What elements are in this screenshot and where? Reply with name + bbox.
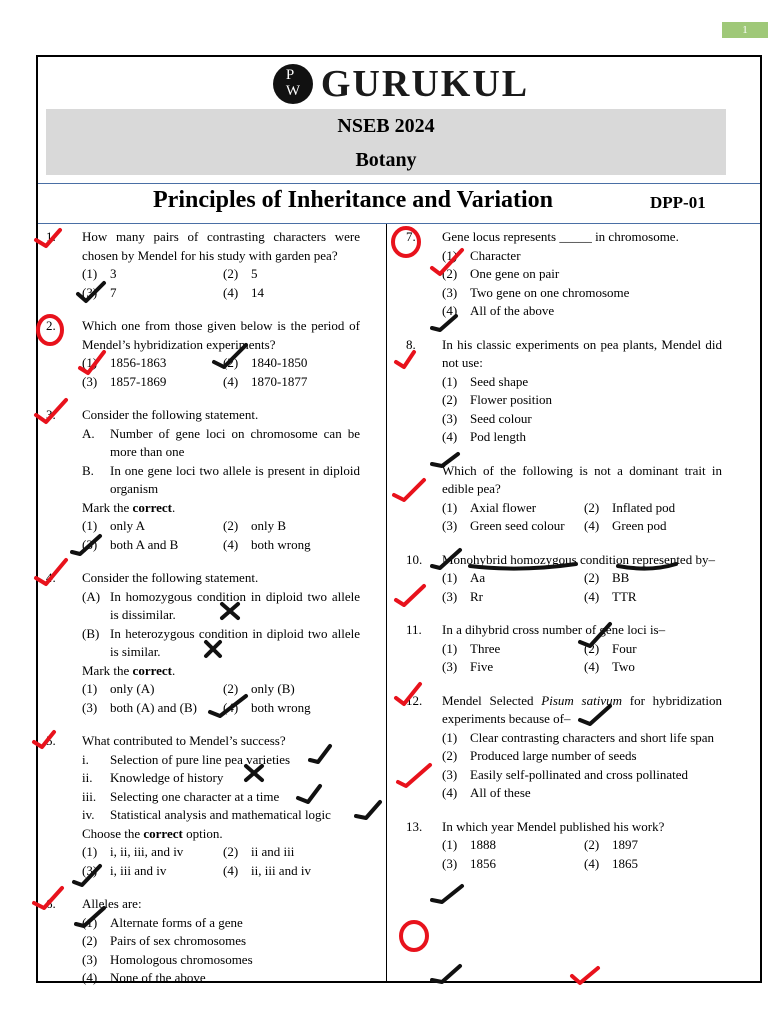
- option-number: (3): [82, 373, 98, 389]
- option-text: Aa: [470, 570, 486, 585]
- options-list: [82, 265, 360, 302]
- option-number: (2): [223, 355, 239, 370]
- answer-option[interactable]: [442, 640, 580, 659]
- option-number: (2): [584, 640, 600, 656]
- answer-option[interactable]: [584, 569, 722, 588]
- question-text: Gene locus represents _____ in chromosome.: [442, 229, 679, 244]
- option-number: (3): [442, 410, 458, 426]
- option-text: 1897: [612, 837, 638, 852]
- statement-label: iii.: [82, 788, 97, 804]
- option-number: (2): [442, 392, 458, 407]
- answer-option[interactable]: [442, 247, 722, 266]
- option-text: Axial flower: [470, 499, 537, 515]
- question-text: In which year Mendel published his work?: [442, 818, 665, 834]
- answer-option[interactable]: [442, 499, 580, 518]
- answer-option[interactable]: [82, 284, 219, 303]
- option-text: Two: [612, 659, 635, 674]
- answer-option[interactable]: [223, 536, 360, 555]
- option-text: Two gene on one chromosome: [470, 284, 630, 300]
- answer-option[interactable]: [82, 536, 219, 555]
- options-list: [82, 354, 360, 391]
- options-list: [82, 517, 360, 554]
- question-text: Monohybrid homozygous condition represented by–: [442, 551, 715, 567]
- option-number: (2): [223, 681, 239, 696]
- option-number: (1): [442, 729, 458, 745]
- option-number: (4): [223, 536, 239, 552]
- option-text: only A: [110, 518, 146, 533]
- option-number: (4): [223, 373, 239, 389]
- option-text: ii, iii and iv: [251, 862, 311, 878]
- answer-option[interactable]: [442, 569, 580, 588]
- statement-label: (A): [82, 588, 101, 604]
- option-number: (2): [442, 748, 458, 763]
- option-number: (1): [442, 499, 458, 515]
- option-text: 1857-1869: [110, 373, 167, 389]
- option-text: only B: [251, 518, 287, 533]
- instruction-keyword: correct: [132, 662, 172, 678]
- option-number: (4): [223, 862, 239, 878]
- option-number: (1): [442, 640, 458, 656]
- option-number: (1): [442, 837, 458, 852]
- options-list: [442, 836, 722, 873]
- answer-option[interactable]: [442, 747, 722, 766]
- answer-option[interactable]: [442, 265, 722, 284]
- instruction-text: Mark the: [82, 662, 133, 678]
- question-text: Consider the following statement.: [82, 570, 259, 585]
- answer-option[interactable]: [442, 588, 580, 607]
- answer-option[interactable]: [442, 729, 722, 748]
- options-list: [442, 499, 722, 536]
- options-list: [82, 843, 360, 880]
- options-list: [442, 729, 722, 803]
- answer-option[interactable]: [442, 855, 580, 874]
- statement-label: (B): [82, 625, 100, 641]
- question-text: Alleles are:: [82, 896, 142, 911]
- divider-rule: [38, 223, 760, 224]
- option-number: (3): [442, 855, 458, 871]
- options-list: [442, 373, 722, 447]
- question-number: 5.: [46, 733, 56, 748]
- answer-option[interactable]: [584, 658, 722, 677]
- question-text: Consider the following statement.: [82, 407, 259, 422]
- option-number: (1): [82, 844, 98, 859]
- option-number: (3): [82, 951, 98, 967]
- option-number: (3): [442, 659, 458, 674]
- answer-option[interactable]: [442, 391, 722, 410]
- option-text: BB: [612, 570, 630, 585]
- option-text: Pairs of sex chromosomes: [110, 933, 247, 948]
- answer-option[interactable]: [223, 354, 360, 373]
- option-text: only (A): [110, 681, 155, 696]
- question-text: Which one from those given below is the period of Mendel’s hybridization experiments?: [82, 318, 360, 352]
- answer-option[interactable]: [82, 843, 219, 862]
- statement-item: [82, 625, 360, 662]
- question-text: In his classic experiments on pea plants, Mendel did not use:: [442, 336, 722, 370]
- question-text: In a dihybrid cross number of gene loci is–: [442, 622, 666, 637]
- page-number: 1: [722, 22, 768, 38]
- logo-letter-p: P: [285, 67, 295, 83]
- question-number: 6.: [46, 896, 56, 911]
- option-number: (3): [442, 766, 458, 782]
- option-text: One gene on pair: [470, 266, 560, 281]
- option-text: Green seed colour: [470, 518, 565, 533]
- statement-item: [82, 462, 360, 499]
- question-item: [46, 228, 360, 302]
- subject-name: Botany: [355, 149, 417, 171]
- instruction-keyword: correct: [143, 825, 183, 841]
- option-number: (3): [82, 284, 98, 300]
- statement-label: ii.: [82, 770, 93, 785]
- option-number: (1): [442, 373, 458, 389]
- answer-option[interactable]: [82, 969, 360, 988]
- option-number: (1): [82, 518, 98, 533]
- answer-option[interactable]: [223, 699, 360, 718]
- question-number: 10.: [406, 551, 423, 567]
- option-number: (1): [442, 570, 458, 585]
- option-number: (4): [223, 699, 239, 715]
- option-number: (4): [584, 518, 600, 533]
- statement-label: A.: [82, 425, 95, 441]
- statement-text: Number of gene loci on chromosome can be more than one: [110, 425, 360, 459]
- option-text: 1840-1850: [251, 355, 308, 370]
- logo-letter-w: W: [285, 83, 301, 99]
- answer-option[interactable]: [82, 373, 219, 392]
- option-number: (3): [82, 536, 98, 552]
- option-number: (3): [82, 862, 98, 878]
- instruction-text: option.: [182, 825, 223, 841]
- answer-option[interactable]: [584, 588, 722, 607]
- statement-label: B.: [82, 462, 94, 478]
- options-list: [442, 247, 722, 321]
- answer-option[interactable]: [82, 862, 219, 881]
- species-name: Pisum sativum: [541, 692, 622, 708]
- question-item: [406, 818, 722, 874]
- option-text: TTR: [612, 588, 637, 604]
- statement-label: i.: [82, 751, 89, 767]
- option-text: Three: [470, 640, 501, 656]
- option-number: (2): [584, 570, 600, 585]
- question-number: 7.: [406, 229, 416, 244]
- question-item: [46, 317, 360, 391]
- answer-option[interactable]: [82, 354, 219, 373]
- question-number: 1.: [46, 229, 56, 244]
- option-number: (1): [82, 914, 98, 930]
- option-text: Inflated pod: [612, 499, 676, 515]
- header-band: [46, 109, 726, 175]
- brand-name: GURUKUL: [320, 63, 530, 105]
- answer-option[interactable]: [442, 836, 580, 855]
- statement-text: Statistical analysis and mathematical logic: [110, 807, 331, 822]
- option-text: Easily self-pollinated and cross pollinated: [470, 766, 689, 782]
- option-text: 3: [110, 266, 117, 281]
- option-number: (2): [584, 837, 600, 852]
- answer-option[interactable]: [442, 284, 722, 303]
- option-text: Seed shape: [470, 373, 529, 389]
- option-number: (3): [442, 588, 458, 604]
- question-text: Which of the following is not a dominant trait in edible pea?: [442, 462, 722, 496]
- answer-option[interactable]: [223, 843, 360, 862]
- answer-option[interactable]: [442, 410, 722, 429]
- answer-option[interactable]: [82, 914, 360, 933]
- options-list: [82, 914, 360, 988]
- option-text: 1856: [470, 855, 496, 871]
- instruction-line: [82, 662, 360, 681]
- page-title: Principles of Inheritance and Variation: [153, 187, 554, 213]
- option-number: (4): [442, 429, 458, 444]
- logo: [38, 59, 764, 109]
- answer-option[interactable]: [82, 932, 360, 951]
- option-text: ii and iii: [251, 844, 295, 859]
- option-text: Character: [470, 247, 521, 263]
- question-text-part: for hybridization experiments because of–: [442, 692, 722, 726]
- dpp-code: DPP-01: [650, 193, 706, 212]
- answer-option[interactable]: [82, 265, 219, 284]
- answer-option[interactable]: [223, 862, 360, 881]
- instruction-text: .: [172, 662, 176, 678]
- option-text: 1856-1863: [110, 355, 167, 370]
- column-divider: [386, 224, 387, 983]
- statement-text: Selection of pure line pea varieties: [110, 751, 291, 767]
- question-number: 2.: [46, 318, 56, 333]
- option-text: 7: [110, 284, 117, 300]
- question-number: 12.: [406, 692, 423, 708]
- question-text-part: Mendel Selected: [442, 692, 542, 708]
- question-item: [406, 336, 722, 447]
- statement-text: Knowledge of history: [110, 770, 224, 785]
- option-text: Flower position: [470, 392, 552, 407]
- answer-option[interactable]: [584, 836, 722, 855]
- answer-option[interactable]: [584, 855, 722, 874]
- option-number: (4): [584, 588, 600, 604]
- instruction-text: Mark the: [82, 499, 133, 515]
- option-number: (4): [584, 659, 600, 674]
- left-column: [46, 228, 360, 1003]
- option-text: Homologous chromosomes: [110, 951, 253, 967]
- statement-item: [82, 588, 360, 625]
- instruction-line: [82, 499, 360, 518]
- statement-item: [82, 425, 360, 462]
- question-number: 4.: [46, 570, 56, 585]
- question-number: 11.: [406, 622, 422, 637]
- statement-item: [82, 751, 360, 770]
- statement-item: [82, 806, 360, 825]
- statement-item: [82, 769, 360, 788]
- option-number: (4): [442, 785, 458, 800]
- options-list: [442, 569, 722, 606]
- option-number: (4): [82, 970, 98, 985]
- question-number: 8.: [406, 336, 416, 352]
- option-number: (2): [223, 266, 239, 281]
- option-text: 5: [251, 266, 258, 281]
- divider-rule: [38, 183, 760, 184]
- option-number: (1): [82, 355, 98, 370]
- answer-option[interactable]: [442, 302, 722, 321]
- answer-option[interactable]: [223, 517, 360, 536]
- instruction-text: .: [172, 499, 176, 515]
- instruction-text: Choose the: [82, 825, 144, 841]
- question-item: [46, 406, 360, 554]
- statement-text: In heterozygous condition in diploid two allele is similar.: [110, 625, 360, 659]
- instruction-keyword: correct: [132, 499, 172, 515]
- answer-option[interactable]: [584, 640, 722, 659]
- option-number: (4): [223, 284, 239, 300]
- option-text: Produced large number of seeds: [470, 748, 637, 763]
- answer-option[interactable]: [82, 680, 219, 699]
- answer-option[interactable]: [584, 517, 722, 536]
- question-text: [442, 692, 722, 729]
- statement-text: Selecting one character at a time: [110, 788, 280, 804]
- option-text: only (B): [251, 681, 295, 696]
- option-text: Seed colour: [470, 410, 532, 426]
- question-text: How many pairs of contrasting characters were chosen by Mendel for his study with garden pea?: [82, 229, 360, 263]
- right-column: [406, 228, 722, 888]
- option-text: Five: [470, 659, 494, 674]
- option-text: both (A) and (B): [110, 699, 198, 715]
- question-item: [406, 462, 722, 536]
- answer-option[interactable]: [584, 499, 722, 518]
- option-number: (4): [442, 303, 458, 318]
- option-text: both wrong: [251, 536, 311, 552]
- pw-logo-icon: [273, 64, 313, 104]
- option-number: (2): [223, 518, 239, 533]
- option-text: both wrong: [251, 699, 311, 715]
- question-number: 3.: [46, 407, 56, 422]
- option-number: (3): [442, 284, 458, 300]
- option-number: (3): [442, 518, 458, 533]
- question-item: [46, 569, 360, 717]
- answer-option[interactable]: [442, 766, 722, 785]
- option-number: (1): [82, 266, 98, 281]
- option-number: (2): [223, 844, 239, 859]
- statement-text: In one gene loci two allele is present in diploid organism: [110, 462, 360, 496]
- option-number: (2): [442, 266, 458, 281]
- option-text: 1888: [470, 837, 496, 852]
- question-item: [406, 621, 722, 677]
- options-list: [82, 680, 360, 717]
- answer-option[interactable]: [82, 517, 219, 536]
- option-text: Clear contrasting characters and short life span: [470, 729, 715, 745]
- answer-option[interactable]: [223, 284, 360, 303]
- option-text: Rr: [470, 588, 483, 604]
- instruction-line: [82, 825, 360, 844]
- question-item: [406, 228, 722, 321]
- question-item: [46, 732, 360, 880]
- option-text: i, ii, iii, and iv: [110, 844, 184, 859]
- answer-option[interactable]: [223, 373, 360, 392]
- option-text: 1870-1877: [251, 373, 308, 389]
- answer-option[interactable]: [223, 265, 360, 284]
- option-number: (3): [82, 699, 98, 715]
- exam-name: NSEB 2024: [337, 115, 435, 137]
- answer-option[interactable]: [442, 428, 722, 447]
- option-text: 1865: [612, 855, 638, 871]
- question-item: [46, 895, 360, 988]
- question-item: [406, 692, 722, 803]
- option-text: None of the above: [110, 970, 206, 985]
- options-list: [442, 640, 722, 677]
- answer-option[interactable]: [223, 680, 360, 699]
- option-text: Pod length: [470, 429, 526, 444]
- option-number: (1): [82, 681, 98, 696]
- option-number: (2): [584, 499, 600, 515]
- question-number: 13.: [406, 818, 423, 834]
- answer-option[interactable]: [442, 658, 580, 677]
- answer-option[interactable]: [82, 699, 219, 718]
- statement-label: iv.: [82, 807, 95, 822]
- option-number: (2): [82, 933, 98, 948]
- option-text: both A and B: [110, 536, 179, 552]
- answer-option[interactable]: [442, 373, 722, 392]
- option-number: (1): [442, 247, 458, 263]
- question-text: What contributed to Mendel’s success?: [82, 733, 286, 748]
- option-text: 14: [251, 284, 264, 300]
- answer-option[interactable]: [82, 951, 360, 970]
- option-text: Four: [612, 640, 637, 656]
- statement-item: [82, 788, 360, 807]
- statement-text: In homozygous condition in diploid two allele is dissimilar.: [110, 588, 360, 622]
- option-text: All of the above: [470, 303, 555, 318]
- option-text: i, iii and iv: [110, 862, 167, 878]
- option-number: (4): [584, 855, 600, 871]
- answer-option[interactable]: [442, 784, 722, 803]
- question-item: [406, 551, 722, 607]
- option-text: Green pod: [612, 518, 667, 533]
- option-text: Alternate forms of a gene: [110, 914, 243, 930]
- answer-option[interactable]: [442, 517, 580, 536]
- option-text: All of these: [470, 785, 531, 800]
